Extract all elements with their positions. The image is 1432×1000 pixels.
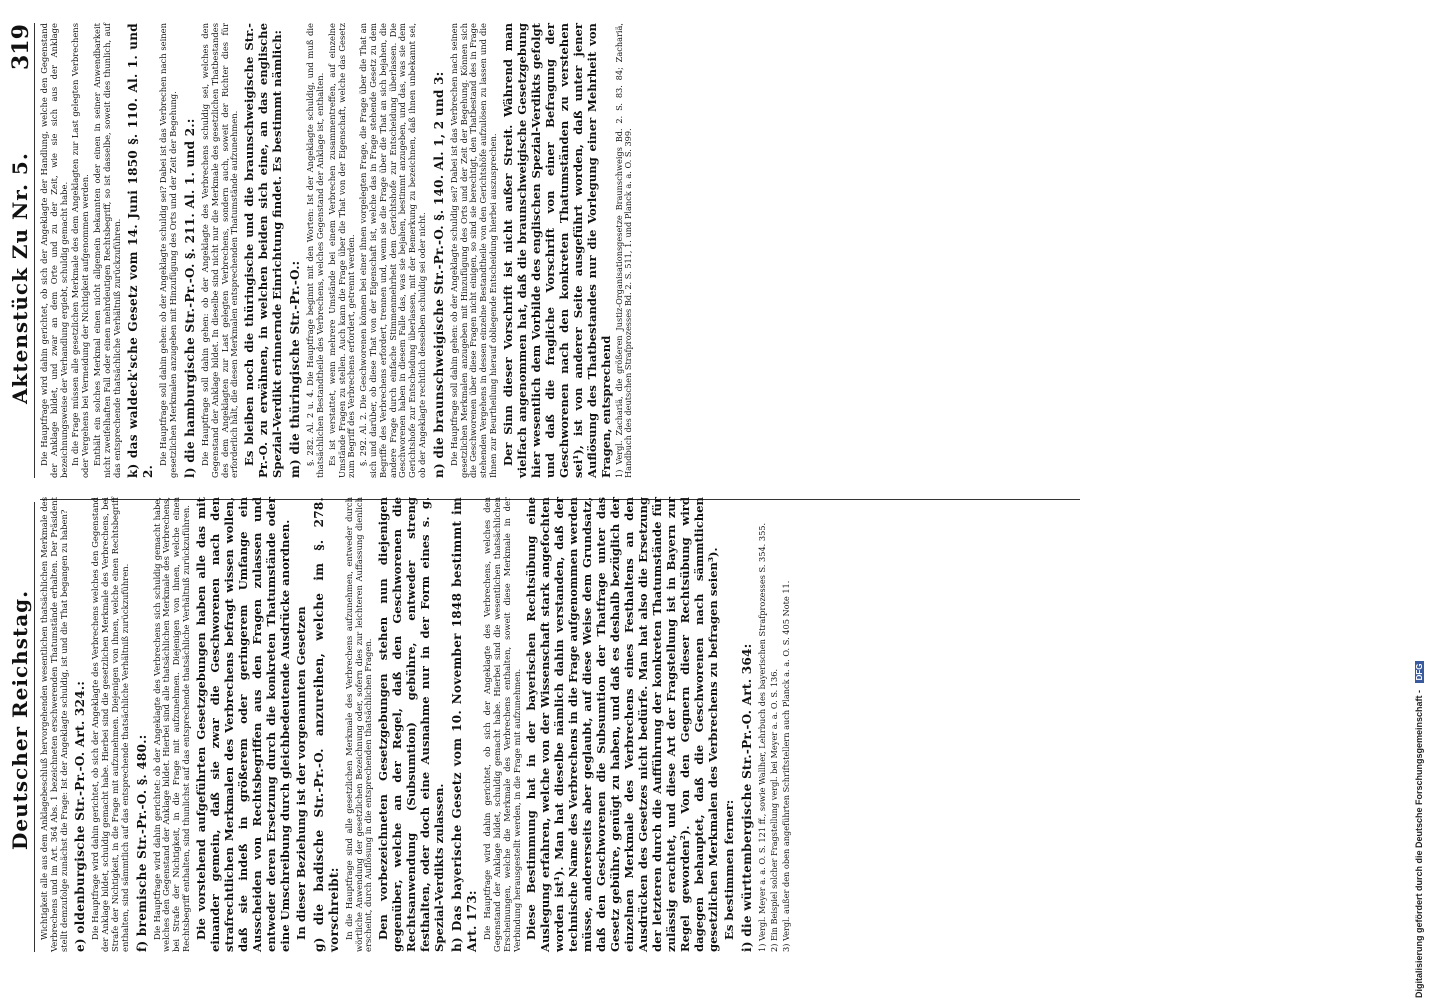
paragraph: Der Sinn dieser Vorschrift ist nicht außer Streit. Während man vielfach angenommen hat, daß die braunschweigische Gesetzgebung hier wesentlich dem Vorbilde des englischen Spezial-Verdikts gefolgt und daß die fragliche Vorschrift von einer Befragung der Geschworenen nach den konkreten Thatumständen zu verstehen sei¹), ist von anderer Seite ausgeführt worden, daß unter jener Auflösung des Thatbestandes nur die Vorlegung einer Mehrheit von Fragen, entsprechend (500, 23, 613, 478)
statute-quote: Die Hauptfrage soll dahin gehen: ob der Angeklagte des Verbrechens schuldig sei, welches den Gegenstand der Anklage bildet. In dieselbe sind nicht nur die Merkmale des gesetzlichen Thatbestandes des dem Angeklagten zur Last gelegten Verbrechens, sondern auch, soweit der Richter dies für erforderlich hält, die diesen Merkmalen entsprechenden Thatumstände aufzunehmen. (199, 23, 240, 478)
header-rule-left (34, 502, 35, 952)
footnote: 2) Ein Beispiel solcher Fragstellung vergl. bei Meyer a. a. O. S. 136. (768, 668, 779, 952)
section-heading: l) die hamburgische Str.-Pr.-O. §. 211. Al. 1. und 2.: (182, 118, 197, 478)
paragraph: Wichtigkeit alle aus dem Anklagebeschluß hervorgehenden wesentlichen thatsächlichen Merkmale des Verbrechens und im Art. 364 Abs. 1 bezeichneten erschwerenden Thatumstände erhalten. Der Präsident stellt demzufolge zunächst die Frage: Ist der Angeklagte schuldig, ist und die That begangen zu haben? (39, 497, 69, 952)
statute-quote: Die Hauptfrage wird dahin gerichtet, ob sich der Angeklagte der Handlung, welche den Gegenstand der Anklage bildet, und zwar an dem Orte und zu der Zeit, wie sie sich aus der Anklage bezeichnungsweise der Verhandlung ergiebt, schuldig gemacht habe. (39, 23, 69, 478)
section-heading: g) die badische Str.-Pr.-O. anzureihen, welche im §. 278. vorschreibt: (311, 497, 341, 952)
section-heading: f) bremische Str.-Pr.-O. §. 480.: (134, 734, 149, 952)
dfg-logo: DFG (1415, 661, 1424, 684)
statute-quote: Es ist verstattet, wenn mehrere Umstände bei einem Verbrechen zusammentreffen, auf einzelne Umstände Fragen zu stellen. Auch kann die Frage über die That von der Eigenschaft, welche das Gesetz zum Begriff des Verbrechens erfordert, getrennt werden. (326, 23, 357, 478)
page-number: 319 (8, 24, 34, 70)
section-heading: m) die thüringische Str.-Pr.-O.: (288, 260, 303, 478)
statute-quote: Die Hauptfrage soll dahin gehen: ob der Angeklagte schuldig sei? Dabei ist das Verbrechen nach seinen gesetzlichen Merkmalen anzugeben mit Hinzufügung des Orts und der Zeit der Begehung. (158, 23, 179, 478)
section-heading: n) die braunschweigische Str.-Pr.-O. §. 140. Al. 1, 2 und 3: (431, 71, 446, 478)
footnote: 1) Vergl. Meyer a. a. O. S. 121 ff., sowie Wallher, Lehrbuch des bayerischen Strafprozesses S. 354. 355. (757, 522, 768, 952)
section-heading: k) das waldeck'sche Gesetz vom 14. Juni 1850 §. 110. Al. 1. und 2. (126, 23, 156, 478)
section-heading: e) oldenburgische Str.-Pr.-O. Art. 324.: (73, 680, 88, 952)
paragraph: In dieser Beziehung ist der vorgenannten Gesetzen (293, 606, 308, 940)
statute-quote: Die Hauptfrage wird dahin gerichtet, ob sich der Angeklagte des Verbrechens, welches den Gegenstand der Anklage bildet, schuldig gemacht habe. Hierbei sind die wesentlichen thatsächlichen Erscheinungen, welche die Merkmale des Verbrechens enthalten, soweit diese Merkmale in der Verbindung herausgestellt werden, in die Frage mit aufzunehmen. (482, 497, 522, 952)
paragraph: Die vorstehend aufgeführten Gesetzgebungen haben alle das mit einander gemein, daß sie zwar die Geschworenen nach den strafrechtlichen Merkmalen des Verbrechens befragt wissen wollen, daß sie indeß in größerem oder geringerem Umfange ein Ausscheiden von Rechtsbegriffen aus den Fragen zulassen und entweder deren Ersetzung durch die konkreten Thatumstände oder eine Umschreibung durch gleichbedeutende Ausdrücke anordnen. (193, 497, 292, 952)
right-column (40, 23, 636, 478)
statute-quote: Die Hauptfrage wird dahin gerichtet, ob sich der Angeklagte des Verbrechens welches den Gegenstand der Anklage bildet, schuldig gemacht habe. Hierbei sind die gesetzlichen Merkmale des Verbrechens, bei Strafe der Nichtigkeit, in die Frage mit aufzunehmen. Diejenigen von ihnen, welche einen Rechtsbegriff enthalten, sind sämmtlich auf das entsprechende thatsächliche Verhältniß zurückzuführen. (90, 497, 130, 952)
paragraph: Den vorbezeichneten Gesetzgebungen stehen nun diejenigen gegenüber, welche an der Regel, daß den Geschworenen die Rechtsanwendung (Subsumtion) gebühre, entweder streng festhalten, oder doch eine Ausnahme nur in der Form eines s. g. Spezial-Verdikts zulassen. (376, 497, 447, 952)
statute-quote: Die Hauptfrage wird dahin gerichtet: ob der Angeklagte des Verbrechens sich schuldig gemacht habe, welches den Gegenstand der Anklage bildet. Hierbei sind alle thatsächlichen Merkmale des Verbrechens, bei Strafe der Nichtigkeit, in die Frage mit aufzunehmen. Diejenigen von ihnen, welche einen Rechtsbegriff enthalten, sind thunlichst auf das entsprechende thatsächliche Verhältniß zurückzuführen. (151, 497, 191, 952)
statute-quote: In die Frage müssen alle gesetzlichen Merkmale des dem Angeklagten zur Last gelegten Verbrechens oder Vergehens bei Vermeidung der Nichtigkeit aufgenommen werden. (70, 23, 91, 478)
statute-quote: Die Hauptfrage soll dahin gehen: ob der Angeklagte schuldig sei? Dabei ist das Verbrechen nach seinen gesetzlichen Merkmalen anzugeben mit Hinzufügung des Orts und der Zeit der Begehung. Können sich die Geschworenen über diese Fragen nicht einigen, so sind sie berechtigt, den Thatbestand des in Frage stehenden Vergehens in dessen einzelne Bestandtheile von den Gerichtshöfe aufzulösen zu lassen und die Ihnen zur Beurtheilung hierauf obliegende Entscheidung hierbei auszusprechen. (448, 23, 498, 478)
footnote: 1) Vergl. Zachariä, die größeren Justiz-Organisationsgesetze Braunschweigs Bd. 2. S. 83. 84; Zachariä, Handbuch des deutschen Strafprozesses Bd. 2. S. 511, 1. und Planck a. a. O. S. 399. (613, 23, 634, 478)
footnote: 3) Vergl. außer den oben angeführten Schriftstellern auch Planck a. a. O. S. 405 Note 11. (780, 580, 791, 952)
running-header-right: Aktenstück Zu Nr. 5. (8, 152, 32, 404)
left-column (40, 497, 793, 952)
running-header-left: Deutscher Reichstag. (8, 589, 32, 850)
section-heading: h) Das bayerische Gesetz vom 10. November 1848 bestimmt im Art. 173: (450, 497, 480, 952)
header-rule-right (34, 23, 35, 478)
paragraph: Es bestimmen ferner: (722, 799, 737, 940)
statute-quote: Enthält ein solches Merkmal einen nicht allgemein bekannten oder einen in seiner Anwendbarkeit nicht zweifelhaften Fall oder einen mehrdeutigen Rechtsbegriff, so ist dasselbe, soweit dies thunlich, auf das entsprechende thatsächliche Verhältniß zurückzuführen. (91, 23, 122, 478)
statute-quote: In die Hauptfrage sind alle gesetzlichen Merkmale des Verbrechens aufzunehmen, entweder durch wörtliche Anwendung der gesetzlichen Bezeichnung oder, sofern dies zur leichteren Auffassung dienlich erscheint, durch Auflösung in die entsprechenden thatsächlichen Fragen. (343, 497, 374, 952)
statute-quote: §. 282. Al. 2 u. 4. Die Hauptfrage beginnt mit den Worten: Ist der Angeklagte schuldig, und muß die thatsächlichen Bestandtheile des Verbrechens, welches Gegenstand der Anklage ist, enthalten. (305, 23, 325, 478)
paragraph: Diese Bestimmung hat in der bayerischen Rechtsübung eine Auslegung erfahren, welche von der Wissenschaft stark angefochten worden ist¹). Man hat dieselbe nämlich dahin verstanden, daß der technische Name des Verbrechens in die Frage aufgenommen werden müsse, andererseits aber geglaubt, auf diese Weise dem Grundsatz, daß den Geschworenen die Subsumtion der Thatfrage unter das Gesetz gebühre, genügt zu haben, und daß es deshalb bezüglich der einzelnen Merkmale des Verbrechens eines Festhaltens an den Ausdrücken des Gesetzes nicht bedürfe. Man hat also die Ersetzung der letzteren durch die Aufführung der konkreten Thatumstände für zulässig erachtet, und diese Art der Fragstellung ist in Bayern zur Regel geworden²). Von den Gegnern dieser Rechtsübung wird dagegen behauptet, daß die Geschworenen nach sämmtlichen gesetzlichen Merkmalen des Verbrechens zu befragen seien³). (524, 497, 721, 952)
dfg-credit-text: Digitalisierung gefördert durch die Deutsche Forschungsgemeinschaft - (1414, 689, 1424, 998)
dfg-credit-strip (1414, 0, 1428, 1000)
dfg-credit (1414, 0, 1424, 1000)
section-heading: i) die württembergische Str.-Pr.-O. Art. 364: (740, 643, 755, 952)
paragraph: Es bleiben noch die thüringische und die braunschweigische Str.-Pr.-O. zu erwähnen, in welchen beiden sich eine, an das englische Spezial-Verdikt erinnernde Einrichtung findet. Es bestimmt nämlich: (242, 23, 285, 478)
statute-quote: §. 292. Al. 2. Die Geschworenen können bei einer ihnen vorgelegten Frage, die Frage über die That an sich und darüber, ob diese That von der Eigenschaft ist, welche das in Frage stehende Gesetz zu dem Begriffe des Verbrechens erfordert, trennen und, wenn sie die Frage über die That an sich bejahen, die andere Frage durch einfache Stimmenmehrheit dem Gerichtshofe zur Entscheidung überlassen. Die Geschworenen haben in diesem Falle das, was sie bejahen, bestimmt anzugeben, und das, was sie dem Gerichtshofe zur Entscheidung überlassen, mit der Bemerkung zu bezeichnen, daß ihnen unbekannt sei, ob der Angeklagte rechtlich desselben schuldig sei oder nicht. (358, 23, 427, 478)
